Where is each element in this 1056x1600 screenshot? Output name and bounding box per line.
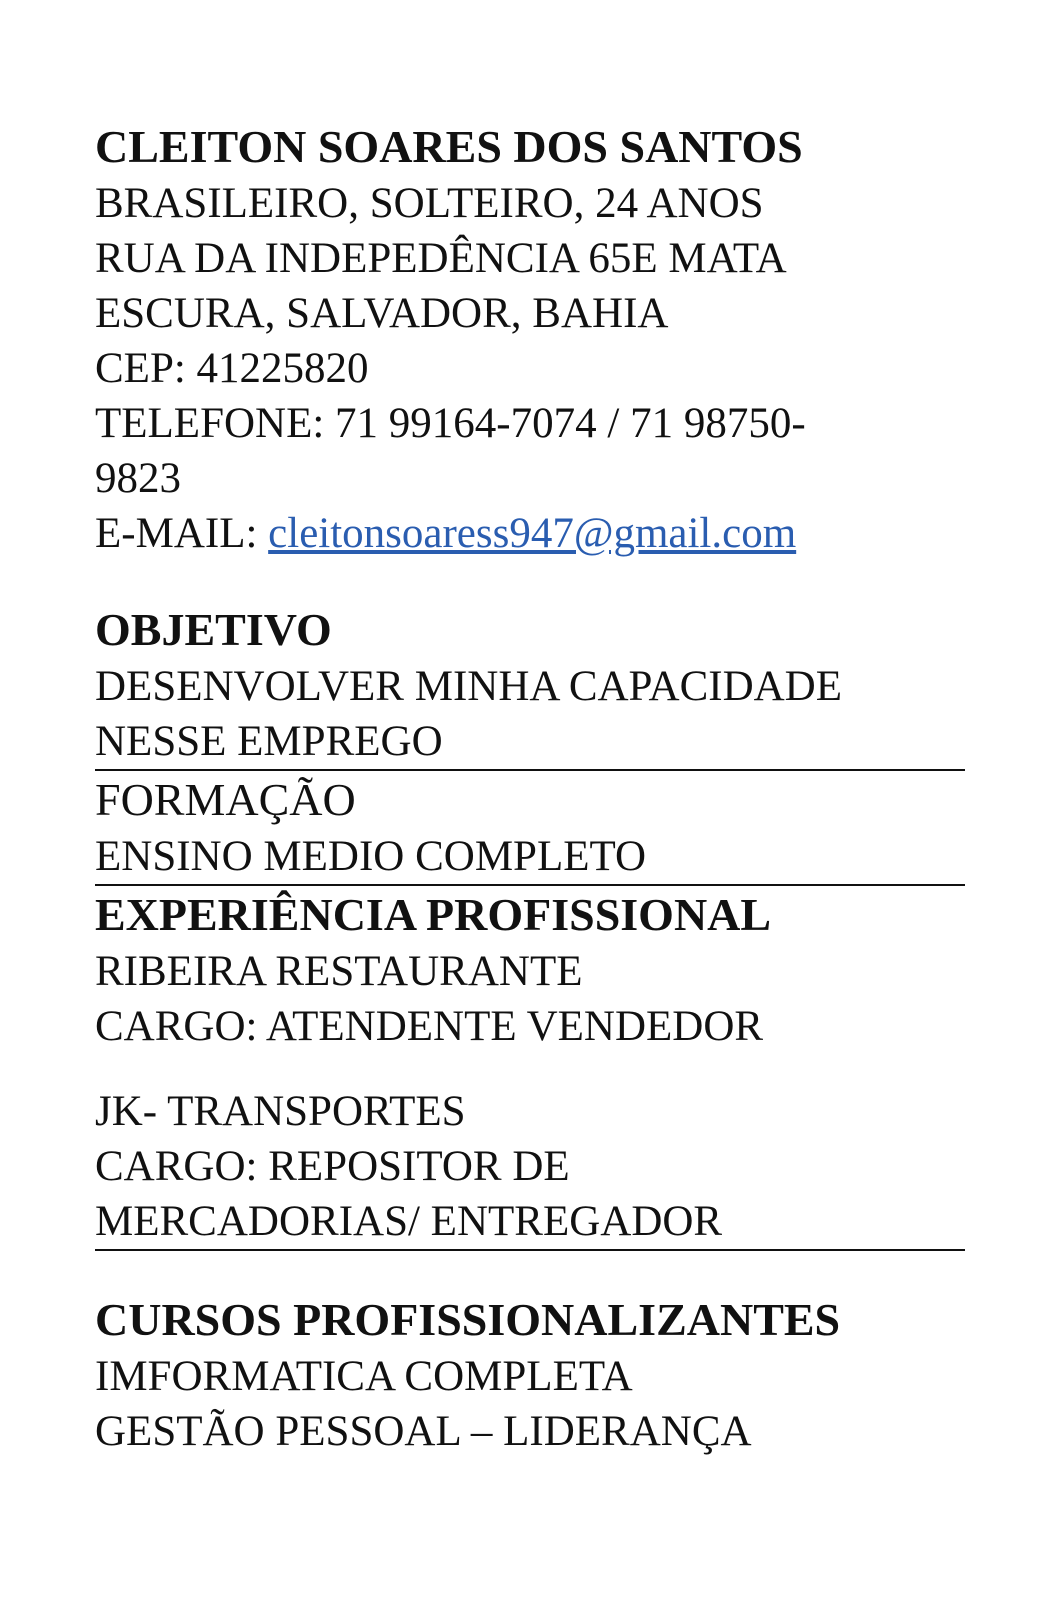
job-company: JK- TRANSPORTES (95, 1088, 466, 1135)
cep: CEP: 41225820 (95, 345, 369, 392)
email-link[interactable]: cleitonsoaress947@gmail.com (268, 510, 797, 557)
course-item: IMFORMATICA COMPLETA (95, 1353, 633, 1400)
courses-heading: CURSOS PROFISSIONALIZANTES (95, 1294, 841, 1345)
header-section (95, 118, 965, 561)
objective-section (95, 601, 965, 769)
job-role: CARGO: REPOSITOR DE (95, 1143, 570, 1190)
objective-line-2: NESSE EMPREGO (95, 718, 443, 765)
experience-section (95, 886, 965, 1249)
personal-info: BRASILEIRO, SOLTEIRO, 24 ANOS (95, 180, 764, 227)
education-heading: FORMAÇÃO (95, 774, 356, 825)
courses-section (95, 1291, 965, 1459)
course-item: GESTÃO PESSOAL – LIDERANÇA (95, 1408, 752, 1455)
phone-line-1: TELEFONE: 71 99164-7074 / 71 98750- (95, 400, 806, 447)
education-line-1: ENSINO MEDIO COMPLETO (95, 833, 647, 880)
job-role: CARGO: ATENDENTE VENDEDOR (95, 1003, 764, 1050)
experience-heading: EXPERIÊNCIA PROFISSIONAL (95, 889, 772, 940)
email-row (95, 506, 965, 561)
candidate-name: CLEITON SOARES DOS SANTOS (95, 121, 803, 172)
resume-document (95, 118, 965, 1459)
email-label: E-MAIL: (95, 510, 269, 557)
address-line-2: ESCURA, SALVADOR, BAHIA (95, 290, 669, 337)
objective-heading: OBJETIVO (95, 604, 332, 655)
objective-line-1: DESENVOLVER MINHA CAPACIDADE (95, 663, 842, 710)
job-entry (95, 1084, 965, 1249)
education-section (95, 771, 965, 884)
phone-line-2: 9823 (95, 455, 181, 502)
job-entry (95, 944, 965, 1054)
job-company: RIBEIRA RESTAURANTE (95, 948, 583, 995)
address-line-1: RUA DA INDEPEDÊNCIA 65E MATA (95, 235, 787, 282)
job-role-continued: MERCADORIAS/ ENTREGADOR (95, 1198, 723, 1245)
